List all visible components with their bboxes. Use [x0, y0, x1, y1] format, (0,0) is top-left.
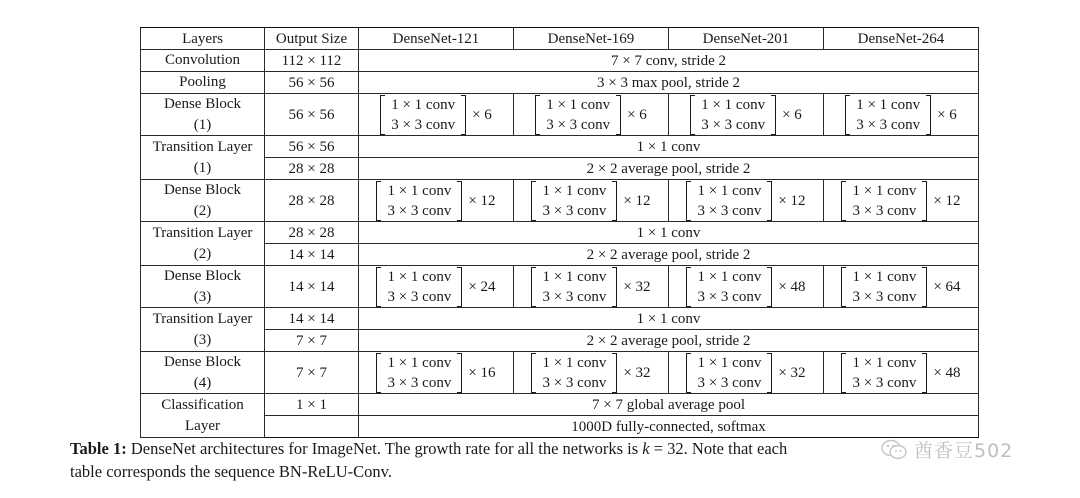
- conv-line: 3 × 3 conv: [387, 288, 452, 305]
- shared-config-cell: 1 × 1 conv: [359, 308, 979, 330]
- dense-block-cell: [824, 266, 979, 308]
- repeat-count: × 32: [623, 364, 651, 381]
- bracket-group: [686, 181, 805, 221]
- conv-line: 1 × 1 conv: [852, 182, 917, 199]
- shared-config-cell: 3 × 3 max pool, stride 2: [359, 72, 979, 94]
- dense-block-cell: [359, 352, 514, 394]
- layer-name-line: Transition Layer: [152, 225, 253, 241]
- repeat-count: × 6: [627, 106, 647, 123]
- table-row: [141, 394, 979, 416]
- layer-name-line: Transition Layer: [152, 139, 253, 155]
- bracket-group: [686, 267, 805, 307]
- dense-block-cell: [824, 94, 979, 136]
- layer-name-cell: [141, 136, 265, 180]
- layer-name-cell: [141, 352, 265, 394]
- bracket-matrix: [841, 181, 927, 221]
- bracket-group: [841, 181, 960, 221]
- conv-line: 1 × 1 conv: [387, 354, 452, 371]
- conv-line: 1 × 1 conv: [542, 182, 607, 199]
- conv-line: 1 × 1 conv: [856, 96, 921, 113]
- repeat-count: × 32: [623, 278, 651, 295]
- table-row: [141, 50, 979, 72]
- bracket-group: [531, 353, 650, 393]
- bracket-group: [376, 267, 495, 307]
- table-row: [141, 94, 979, 136]
- conv-line: 3 × 3 conv: [697, 374, 762, 391]
- output-size-cell: 1 × 1: [265, 394, 359, 416]
- table-row: [141, 352, 979, 394]
- layer-name-line: (4): [193, 374, 212, 391]
- bracket-matrix: [531, 181, 617, 221]
- output-size-cell: 28 × 28: [265, 158, 359, 180]
- bracket-matrix: [535, 95, 621, 135]
- header-cell: DenseNet-201: [669, 28, 824, 50]
- conv-line: 3 × 3 conv: [546, 116, 611, 133]
- bracket-group: [531, 267, 650, 307]
- conv-line: 1 × 1 conv: [852, 268, 917, 285]
- conv-line: 1 × 1 conv: [542, 354, 607, 371]
- caption-label: Table 1:: [70, 439, 127, 458]
- conv-line: 1 × 1 conv: [391, 96, 456, 113]
- bracket-matrix: [686, 353, 772, 393]
- table-row: [141, 136, 979, 158]
- conv-line: 3 × 3 conv: [852, 202, 917, 219]
- bracket-matrix: [531, 267, 617, 307]
- conv-line: 3 × 3 conv: [697, 288, 762, 305]
- bracket-group: [380, 95, 492, 135]
- conv-line: 1 × 1 conv: [542, 268, 607, 285]
- dense-block-cell: [514, 352, 669, 394]
- bracket-matrix: [690, 95, 776, 135]
- layer-name-line: (3): [193, 288, 212, 305]
- dense-block-cell: [514, 94, 669, 136]
- watermark: [880, 436, 1013, 463]
- conv-line: 3 × 3 conv: [856, 116, 921, 133]
- table-row: [141, 180, 979, 222]
- layer-name-line: Layer: [185, 417, 220, 434]
- table-row: [141, 158, 979, 180]
- dense-block-cell: [669, 352, 824, 394]
- shared-config-cell: 7 × 7 conv, stride 2: [359, 50, 979, 72]
- repeat-count: × 6: [472, 106, 492, 123]
- layer-name-cell: [141, 266, 265, 308]
- bracket-matrix: [376, 353, 462, 393]
- layer-name-cell: [141, 180, 265, 222]
- dense-block-cell: [824, 352, 979, 394]
- layer-name-cell: [141, 72, 265, 94]
- conv-line: 1 × 1 conv: [387, 182, 452, 199]
- layer-name-cell: [141, 222, 265, 266]
- bracket-matrix: [841, 353, 927, 393]
- dense-block-cell: [359, 180, 514, 222]
- bracket-matrix: [686, 267, 772, 307]
- caption-k-value: = 32. Note that each: [649, 439, 788, 458]
- layer-name-line: (3): [193, 331, 212, 348]
- bracket-matrix: [380, 95, 466, 135]
- layer-name-cell: [141, 50, 265, 72]
- table-row: [141, 266, 979, 308]
- dense-block-cell: [359, 266, 514, 308]
- layer-name-line: Pooling: [179, 74, 226, 91]
- wechat-icon: [880, 438, 908, 462]
- dense-block-cell: [669, 94, 824, 136]
- output-size-cell: 112 × 112: [265, 50, 359, 72]
- layer-name-line: Dense Block: [163, 96, 242, 112]
- bracket-group: [841, 353, 960, 393]
- conv-line: 3 × 3 conv: [542, 202, 607, 219]
- bracket-group: [376, 353, 495, 393]
- conv-line: 1 × 1 conv: [697, 268, 762, 285]
- conv-line: 1 × 1 conv: [546, 96, 611, 113]
- dense-block-cell: [514, 180, 669, 222]
- conv-line: 3 × 3 conv: [391, 116, 456, 133]
- header-cell: Output Size: [265, 28, 359, 50]
- header-cell: DenseNet-121: [359, 28, 514, 50]
- layer-name-line: (2): [193, 202, 212, 219]
- repeat-count: × 12: [933, 192, 961, 209]
- output-size-cell: 28 × 28: [265, 180, 359, 222]
- repeat-count: × 12: [623, 192, 651, 209]
- output-size-cell: 7 × 7: [265, 352, 359, 394]
- bracket-group: [686, 353, 805, 393]
- table-row: [141, 308, 979, 330]
- bracket-group: [690, 95, 802, 135]
- repeat-count: × 6: [782, 106, 802, 123]
- conv-line: 1 × 1 conv: [697, 354, 762, 371]
- bracket-matrix: [686, 181, 772, 221]
- bracket-matrix: [845, 95, 931, 135]
- conv-line: 1 × 1 conv: [697, 182, 762, 199]
- densenet-architecture-table: [140, 27, 979, 438]
- layer-name-cell: [141, 94, 265, 136]
- output-size-cell: 28 × 28: [265, 222, 359, 244]
- dense-block-cell: [359, 94, 514, 136]
- output-size-cell: 14 × 14: [265, 244, 359, 266]
- watermark-text: 酋香豆502: [914, 440, 1014, 462]
- caption-k-symbol: k: [642, 439, 650, 458]
- shared-config-cell: 7 × 7 global average pool: [359, 394, 979, 416]
- conv-line: 3 × 3 conv: [387, 374, 452, 391]
- bracket-group: [841, 267, 960, 307]
- conv-line: 1 × 1 conv: [852, 354, 917, 371]
- bracket-matrix: [376, 267, 462, 307]
- bracket-group: [531, 181, 650, 221]
- output-size-cell: [265, 416, 359, 438]
- bracket-group: [376, 181, 495, 221]
- conv-line: 3 × 3 conv: [852, 288, 917, 305]
- conv-line: 3 × 3 conv: [542, 374, 607, 391]
- shared-config-cell: 1 × 1 conv: [359, 222, 979, 244]
- shared-config-cell: 2 × 2 average pool, stride 2: [359, 330, 979, 352]
- caption-line-2: table corresponds the sequence BN-ReLU-Conv.: [70, 461, 392, 481]
- bracket-group: [535, 95, 647, 135]
- conv-line: 1 × 1 conv: [701, 96, 766, 113]
- dense-block-cell: [669, 180, 824, 222]
- repeat-count: × 48: [933, 364, 961, 381]
- bracket-group: [845, 95, 957, 135]
- conv-line: 3 × 3 conv: [542, 288, 607, 305]
- table-row: [141, 330, 979, 352]
- table-row: [141, 72, 979, 94]
- output-size-cell: 14 × 14: [265, 308, 359, 330]
- bracket-matrix: [376, 181, 462, 221]
- dense-block-cell: [514, 266, 669, 308]
- layer-name-line: (1): [193, 116, 212, 133]
- bracket-matrix: [841, 267, 927, 307]
- output-size-cell: 56 × 56: [265, 94, 359, 136]
- shared-config-cell: 2 × 2 average pool, stride 2: [359, 158, 979, 180]
- shared-config-cell: 1 × 1 conv: [359, 136, 979, 158]
- dense-block-cell: [824, 180, 979, 222]
- repeat-count: × 32: [778, 364, 806, 381]
- table-row: [141, 244, 979, 266]
- caption-text: DenseNet architectures for ImageNet. The growth rate for all the networks is: [126, 439, 643, 458]
- header-cell: Layers: [141, 28, 265, 50]
- conv-line: 1 × 1 conv: [387, 268, 452, 285]
- layer-name-line: Classification: [161, 397, 244, 413]
- repeat-count: × 64: [933, 278, 961, 295]
- conv-line: 3 × 3 conv: [387, 202, 452, 219]
- shared-config-cell: 1000D fully-connected, softmax: [359, 416, 979, 438]
- shared-config-cell: 2 × 2 average pool, stride 2: [359, 244, 979, 266]
- repeat-count: × 6: [937, 106, 957, 123]
- dense-block-cell: [669, 266, 824, 308]
- repeat-count: × 12: [468, 192, 496, 209]
- layer-name-line: Convolution: [164, 52, 240, 69]
- bracket-matrix: [531, 353, 617, 393]
- header-cell: DenseNet-264: [824, 28, 979, 50]
- layer-name-cell: [141, 394, 265, 438]
- repeat-count: × 16: [468, 364, 496, 381]
- conv-line: 3 × 3 conv: [852, 374, 917, 391]
- layer-name-cell: [141, 308, 265, 352]
- output-size-cell: 14 × 14: [265, 266, 359, 308]
- repeat-count: × 48: [778, 278, 806, 295]
- output-size-cell: 56 × 56: [265, 136, 359, 158]
- conv-line: 3 × 3 conv: [697, 202, 762, 219]
- layer-name-line: Dense Block: [163, 182, 242, 198]
- header-cell: DenseNet-169: [514, 28, 669, 50]
- repeat-count: × 24: [468, 278, 496, 295]
- table-row: [141, 416, 979, 438]
- conv-line: 3 × 3 conv: [701, 116, 766, 133]
- layer-name-line: (1): [193, 159, 212, 176]
- output-size-cell: 56 × 56: [265, 72, 359, 94]
- layer-name-line: Transition Layer: [152, 311, 253, 327]
- layer-name-line: (2): [193, 245, 212, 262]
- output-size-cell: 7 × 7: [265, 330, 359, 352]
- repeat-count: × 12: [778, 192, 806, 209]
- layer-name-line: Dense Block: [163, 354, 242, 370]
- layer-name-line: Dense Block: [163, 268, 242, 284]
- table-row: [141, 222, 979, 244]
- table-header-row: [141, 28, 979, 50]
